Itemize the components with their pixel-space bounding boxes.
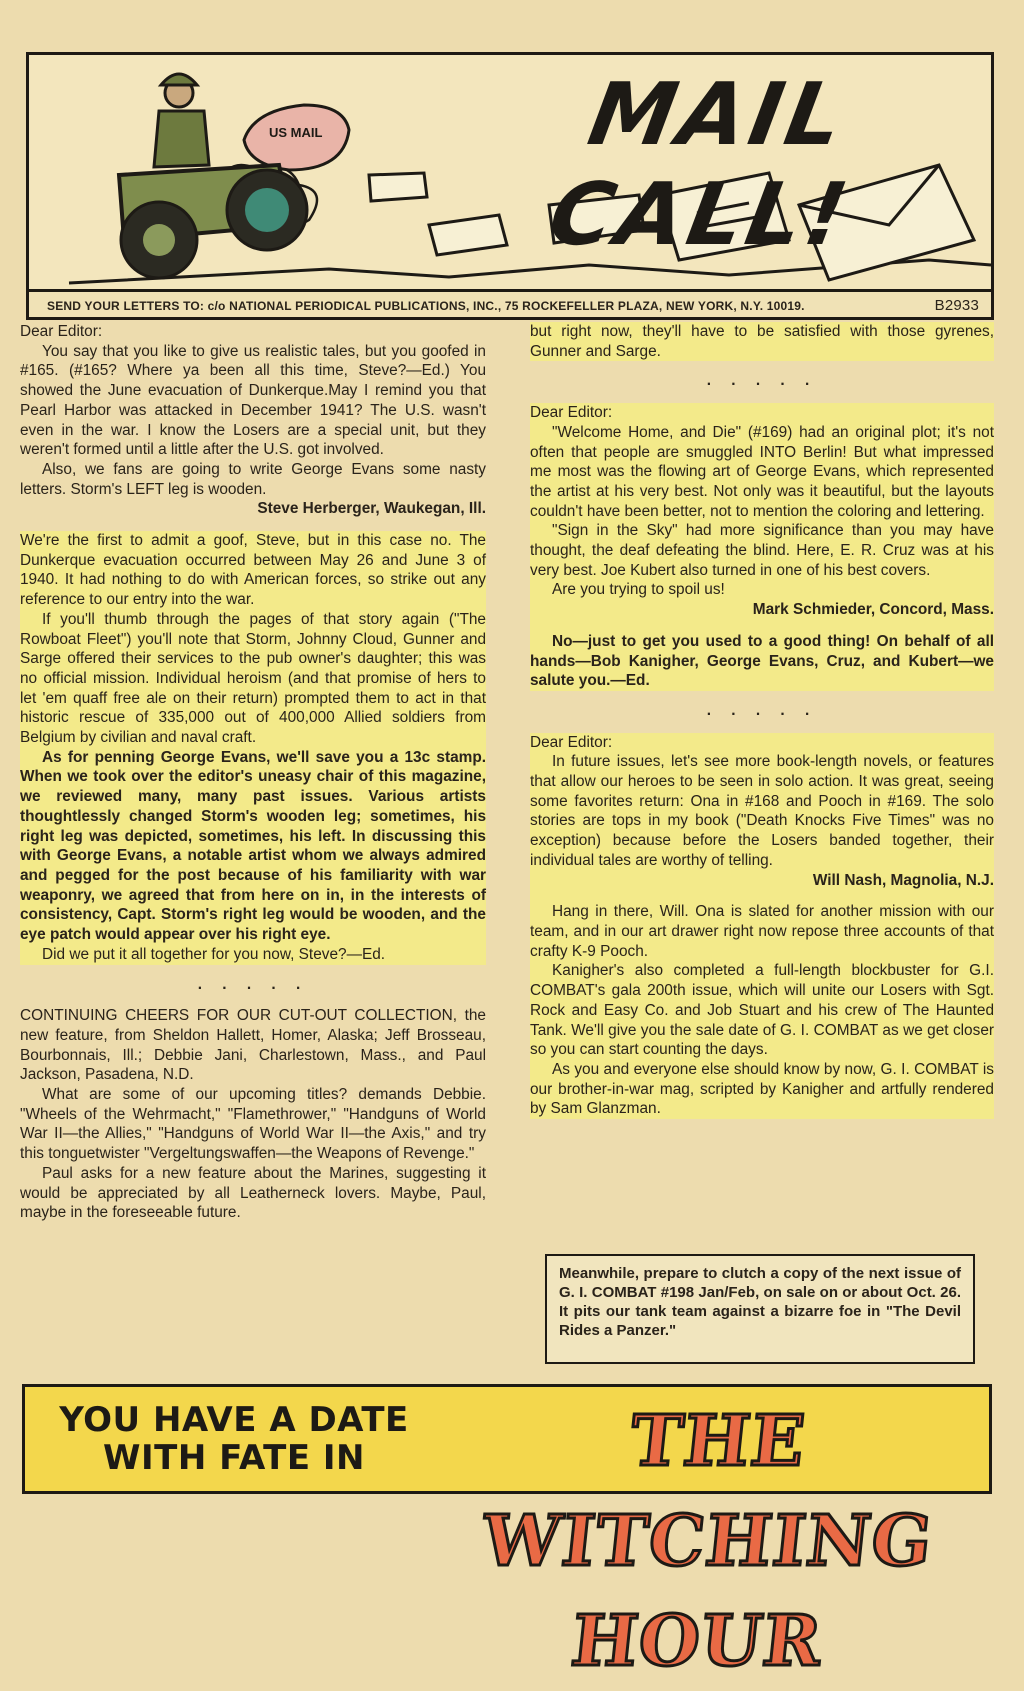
envelope-icon — [369, 173, 427, 201]
letter-steve — [20, 322, 486, 519]
salutation: Dear Editor: — [530, 733, 613, 751]
letter-paragraph: Also, we fans are going to write George Evans some nasty letters. Storm's LEFT leg is wooden. — [20, 460, 486, 498]
section-divider: . . . . . — [706, 701, 818, 719]
wheel-icon — [121, 202, 197, 278]
letter-paragraph: "Welcome Home, and Die" (#169) had an original plot; it's not often that people are smuggled INTO Berlin! But what impressed me most was the flowing art of George Evans, which represented the artist at his very best. Not only was it beautiful, but the layouts couldn't have been better, not to mention the coloring and lettering. — [530, 423, 994, 520]
reply-paragraph: Hang in there, Will. Ona is slated for another mission with our team, and in our art drawer right now repose three accounts of that crafty K-9 Pooch. — [530, 903, 994, 960]
reply-paragraph: As you and everyone else should know by now, G. I. COMBAT is our brother-in-war mag, scripted by Kanigher and artfully rendered by Sam Glanzman. — [530, 1060, 994, 1118]
page-code: B2933 — [934, 297, 979, 314]
banner-lead-text — [39, 1401, 429, 1477]
letter-paragraph: Are you trying to spoil us! — [552, 581, 725, 599]
witching-hour-banner — [22, 1384, 992, 1682]
continued-text: but right now, they'll have to be satisfied with those gyrenes, Gunner and Sarge. — [530, 323, 994, 360]
editor-reply-steve — [20, 531, 486, 964]
section-divider: . . . . . — [706, 372, 818, 390]
reply-paragraph: Did we put it all together for you now, Steve?—Ed. — [42, 945, 386, 963]
salutation: Dear Editor: — [530, 404, 613, 422]
masthead-title: MAIL CALL! — [542, 65, 859, 265]
send-letters-line — [29, 289, 991, 317]
cheers-section — [20, 1006, 486, 1223]
cheers-paragraph: CONTINUING CHEERS FOR OUR CUT-OUT COLLECTION, the new feature, from Sheldon Hallett, Homer, Alaska; Jeff Brosseau, Bourbonnais, Ill.; Debbie Jani, Charlestown, Mass., and Paul Jackson, Pasadena, N.D. — [20, 1007, 486, 1084]
letter-paragraph: "Sign in the Sky" had more significance than you may have thought, the deaf defeating the blind. Here, E. R. Cruz was at his very best. Joe Kubert also turned in one of his best covers. — [530, 522, 994, 579]
reply-paragraph: As for penning George Evans, we'll save you a 13c stamp. When we took over the editor's uneasy chair of this magazine, we reviewed many, many past issues. Various artists thoughtlessly changed Storm's wooden leg; sometimes, his right leg was depicted, sometimes, his left. In discussing this with George Evans, a notable artist whom we always admired and pegged for the post because of his familiarity with war weaponry, we agreed that from here on in, in the interests of consistency, Capt. Storm's right leg would be wooden, and the eye patch would appear over his right eye. — [20, 748, 486, 944]
banner-line: WITH FATE IN — [103, 1438, 365, 1478]
send-address: SEND YOUR LETTERS TO: c/o NATIONAL PERIODICAL PUBLICATIONS, INC., 75 ROCKEFELLER PLAZA, NEW YORK, N.Y. 10019. — [47, 299, 805, 313]
salutation: Dear Editor: — [20, 323, 103, 340]
left-column — [20, 322, 486, 1223]
next-issue-announcement: Meanwhile, prepare to clutch a copy of the next issue of G. I. COMBAT #198 Jan/Feb, on sale on or about Oct. 26. It pits our tank team against a bizarre foe in "The Devil Rides a Panzer." — [545, 1254, 975, 1364]
section-divider: . . . . . — [197, 975, 309, 993]
cheers-paragraph: Paul asks for a new feature about the Marines, suggesting it would be appreciated by all Leatherneck lovers. Maybe, Paul, maybe in the foreseeable future. — [20, 1164, 486, 1222]
letter-paragraph: In future issues, let's see more book-length novels, or features that allow our heroes to be seen in solo action. It was great, seeing some favorites return: Ona in #168 and Pooch in #169. The solo stories are tops in my book ("Death Knocks Five Times" was no exception) because before the Losers banded together, their individual tales are worthy of telling. — [530, 753, 994, 869]
right-column — [530, 322, 994, 1119]
witching-hour-logo: THE WITCHING HOUR — [478, 1399, 937, 1682]
reply-paragraph: If you'll thumb through the pages of that story again ("The Rowboat Fleet") you'll note that Storm, Johnny Cloud, Gunner and Sarge offered their services to the pub owner's daughter; this was no official mission. Individual heroism (and that promise of hers to let 'em quaff free ale on their return) prompted them to act in that historic rescue of 335,000 out of 400,000 Allied soldiers from Belgium by civilian and naval craft. — [20, 610, 486, 747]
mail-call-masthead — [26, 52, 994, 320]
letter-signature: Steve Herberger, Waukegan, Ill. — [257, 500, 486, 518]
wheel-icon — [227, 170, 307, 250]
cheers-paragraph: What are some of our upcoming titles? demands Debbie. "Wheels of the Wehrmacht," "Flamethrower," "Handguns of World War II—the Allies," "Handguns of World War II—the Axis," and try this tonguetwister "Vergeltungswaffen—the Weapons of Revenge." — [20, 1086, 486, 1163]
letter-signature: Will Nash, Magnolia, N.J. — [812, 871, 994, 889]
sack-label: US MAIL — [269, 125, 323, 140]
letter-paragraph: You say that you like to give us realistic tales, but you goofed in #165. (#165? Where ya been all this time, Steve?—Ed.) You showed the June evacuation of Dunkerque.May I remind you that Pearl Harbor was attacked in December 1941? The U.S. wasn't even in the war. I know the Losers are a special unit, but they weren't formed until a little after the U.S. got involved. — [20, 342, 486, 459]
letter-will — [530, 733, 994, 1119]
letter-mark — [530, 403, 994, 691]
reply-paragraph: Kanigher's also completed a full-length blockbuster for G.I. COMBAT's gala 200th issue, which will unite our Losers with Sgt. Rock and Easy Co. and Job Stuart and his crew of The Haunted Tank. We'll give you the sale date of G. I. COMBAT as we get closer so you can start counting the days. — [530, 962, 994, 1059]
editor-reply-mark: No—just to get you used to a good thing! On behalf of all hands—Bob Kanigher, George Evans, Cruz, and Kubert—we salute you.—Ed. — [530, 632, 994, 690]
banner-line: YOU HAVE A DATE — [59, 1400, 409, 1440]
reply-paragraph: We're the first to admit a goof, Steve, but in this case no. The Dunkerque evacuation occurred between May 26 and June 3 of 1940. It had nothing to do with American forces, so strike out any reference to our entry into the war. — [20, 532, 486, 609]
letter-signature: Mark Schmieder, Concord, Mass. — [752, 601, 994, 619]
